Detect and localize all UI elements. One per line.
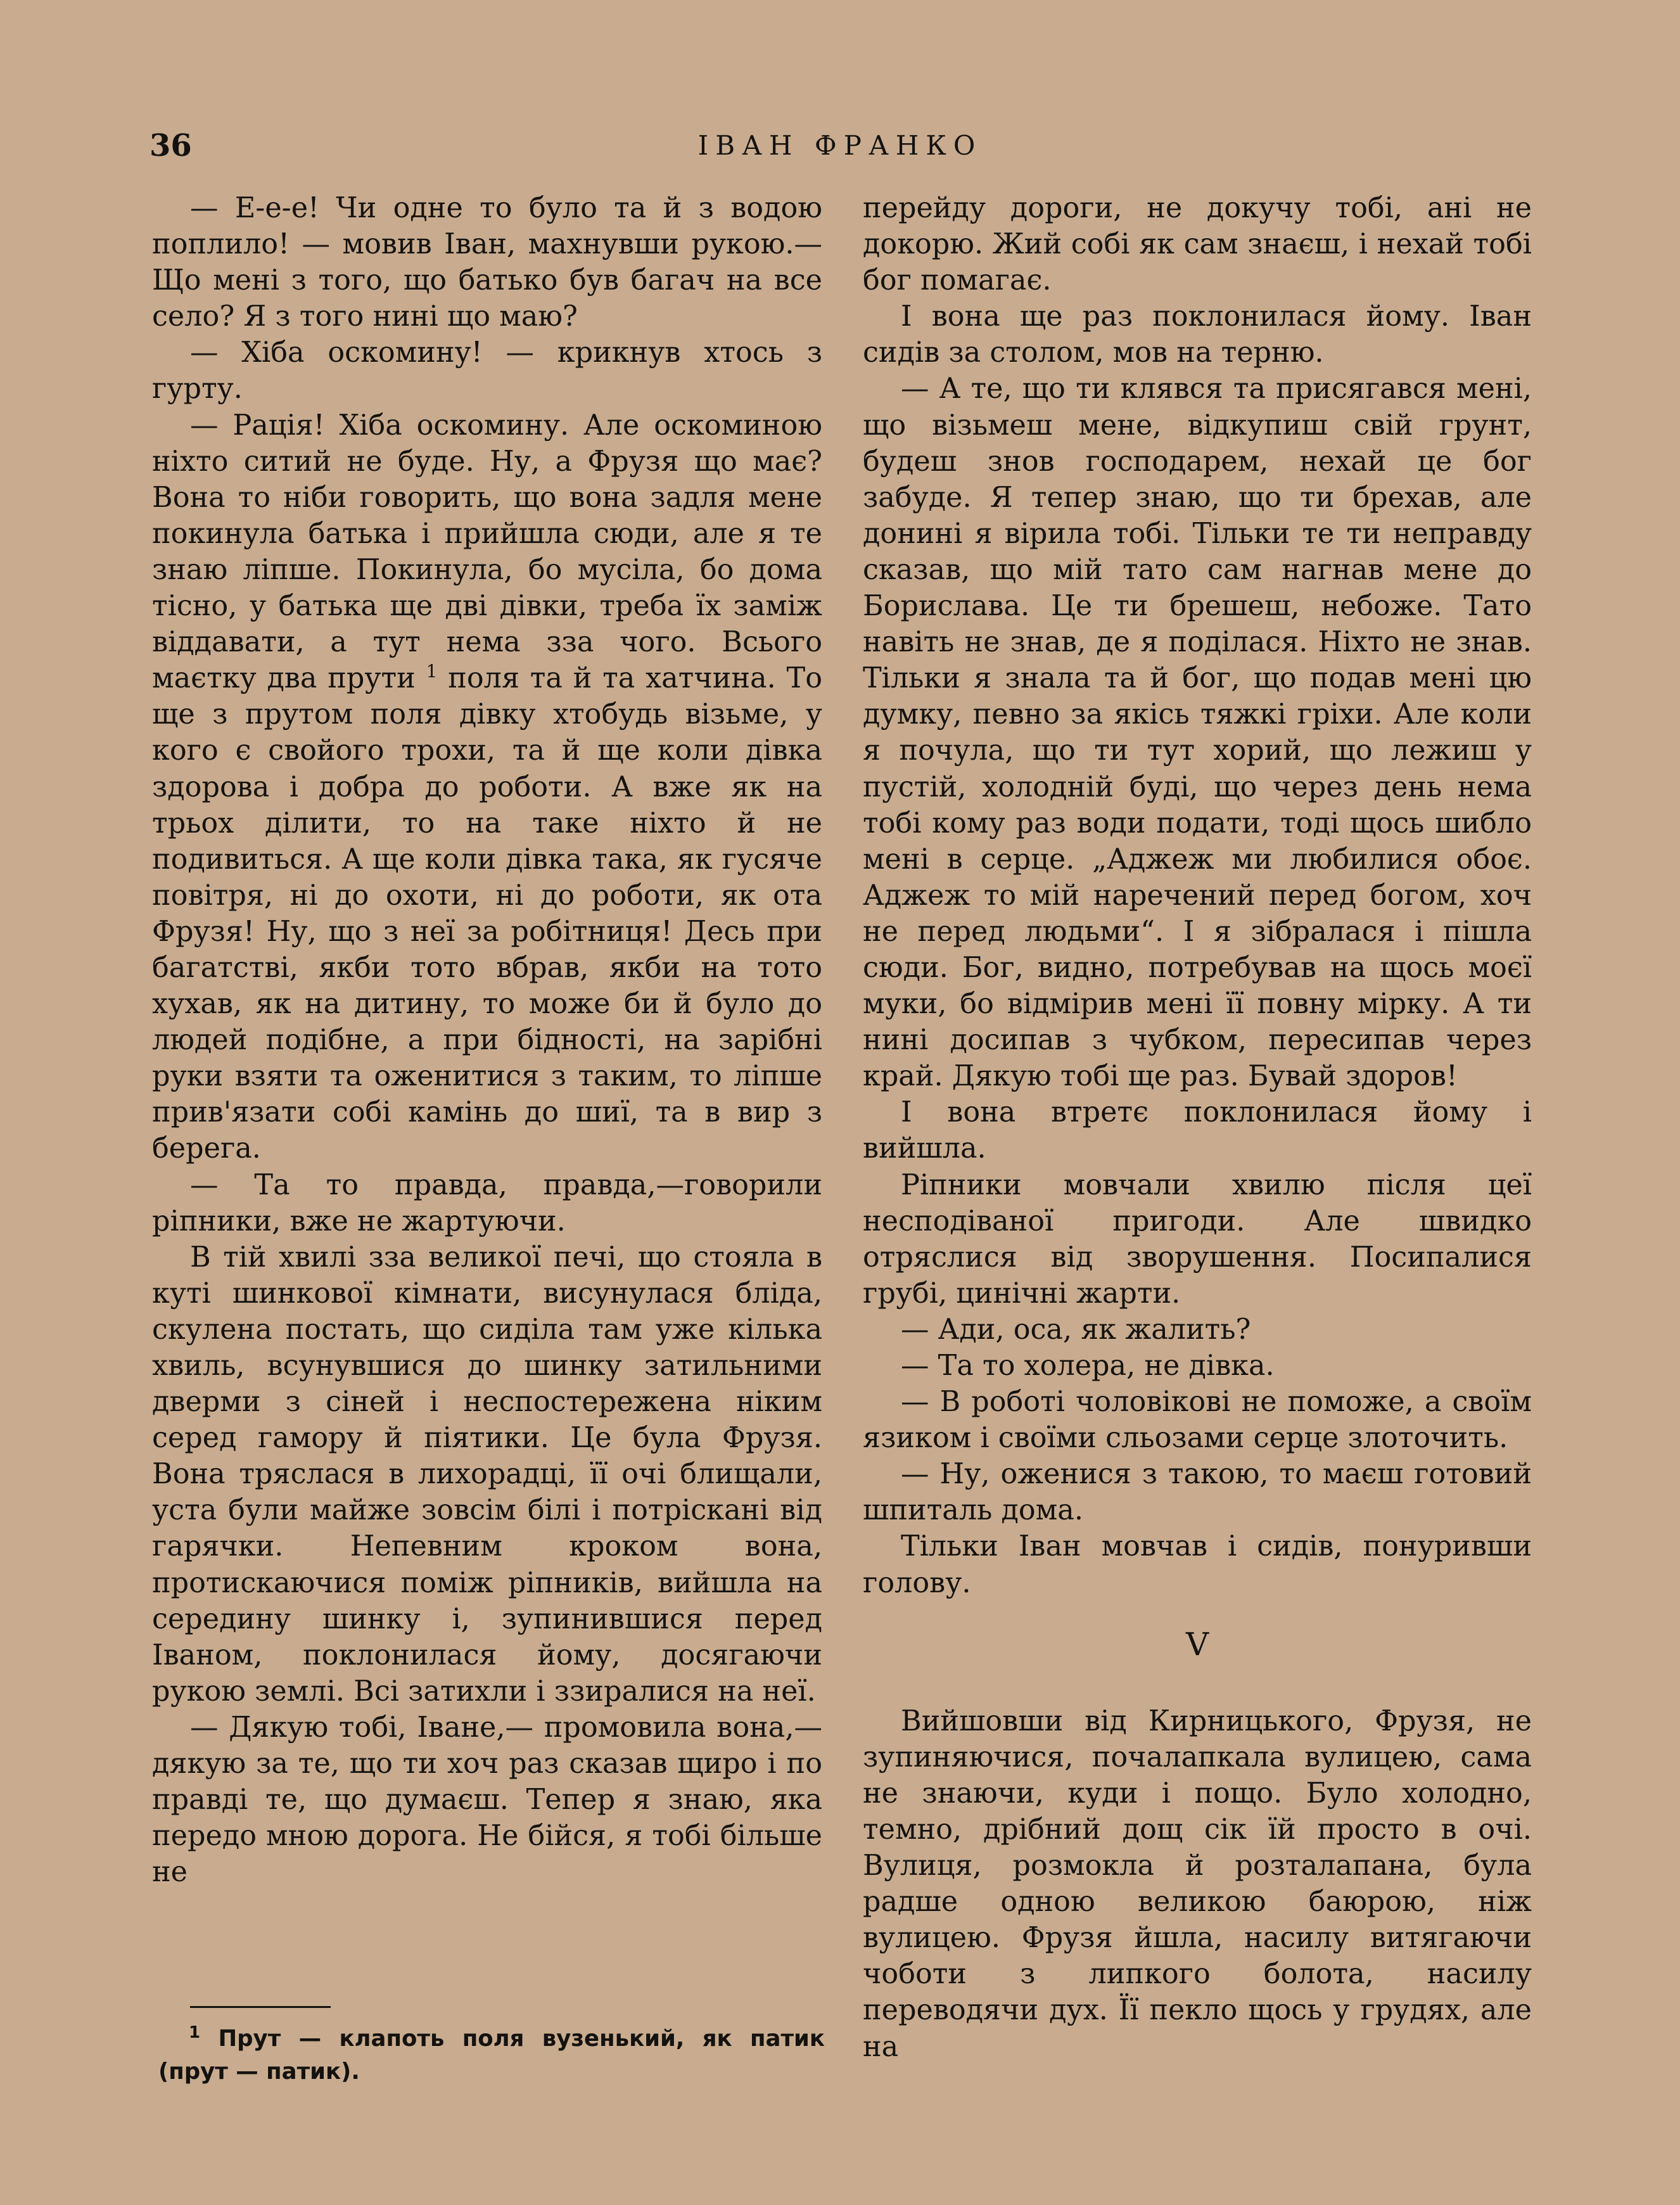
footnote-number: 1 — [189, 2023, 201, 2043]
paragraph-continued: перейду дороги, не докучу тобі, ані не докорю. Жий собі як сам знаєш, і нехай тобі бог помагає. — [863, 192, 1532, 297]
section-heading: V — [1185, 1625, 1209, 1663]
paragraph: — Ну, оженися з такою, то маєш готовий шпиталь дома. — [863, 1458, 1532, 1527]
page-number: 36 — [150, 128, 192, 163]
paragraph: — Та то правда, правда,—говорили ріпники, вже не жартуючи. — [152, 1168, 822, 1237]
paragraph: — Та то холера, не дівка. — [901, 1350, 1275, 1382]
paragraph-text: поля та й та хатчина. То ще з прутом поля дівку хтобудь візьме, у кого є свойого трохи, та й ще коли дівка здорова і добра до роботи. А вже як на трьох ділити, то на таке ніхто й не подивиться. А ще коли дівка така, як гусяче повітря, ні до охоти, ні до роботи, як ота Фрузя! Ну, що з неї за робітниця! Десь при багатстві, якби тото вбрав, якби на тото хухав, як на дитину, то може би й було до людей подібне, а при бідності, на зарібні руки взяти та оженитися з таким, то ліпше прив'язати собі камінь до шиї, та в вир з берега. — [152, 662, 822, 1165]
footnote-marker: 1 — [426, 661, 438, 682]
paragraph: Ріпники мовчали хвилю після цеї несподіваної пригоди. Але швидко отряслися від зворушення. Посипалися грубі, цинічні жарти. — [863, 1168, 1532, 1310]
footnote-rule — [190, 2006, 331, 2008]
running-head: ІВАН ФРАНКО — [697, 130, 983, 161]
paragraph: — Ади, оса, як жалить? — [901, 1313, 1251, 1346]
paragraph: — А те, що ти клявся та присягався мені, що візьмеш мене, відкупиш свій грунт, будеш знов господарем, нехай це бог забуде. Я тепер знаю, що ти брехав, але донині я вірила тобі. Тільки те ти неправду сказав, що мій тато сам нагнав мене до Борислава. Це ти брешеш, небоже. Тато навіть не знав, де я поділася. Ніхто не знав. Тільки я знала та й бог, що подав мені цю думку, певно за якісь тяжкі гріхи. Але коли я почула, що ти тут хорий, що лежиш у пустій, холодній буді, що через день нема тобі кому раз води подати, тоді щось шибло мені в серце. „Аджеж ми любилися обоє. Аджеж то мій наречений перед богом, хоч не перед людьми“. І я зібралася і пішла сюди. Бог, видно, потребував на щось моєї муки, бо відмірив мені її повну мірку. А ти нині досипав з чубком, пересипав через край. Дякую тобі ще раз. Бувай здоров! — [863, 373, 1532, 1093]
paragraph-text: — Рація! Хіба оскомину. Але оскоминою ніхто ситий не буде. Ну, а Фрузя що має? Вона то ніби говорить, що вона задля мене покинула батька і прийшла сюди, але я те знаю ліпше. Покинула, бо мусіла, бо дома тісно, у батька ще дві дівки, треба їх заміж віддавати, а тут нема зза чого. Всього маєтку два прути — [152, 409, 822, 695]
paragraph: І вона втретє поклонилася йому і вийшла. — [863, 1096, 1532, 1165]
paragraph: Вийшовши від Кирницького, Фрузя, не зупиняючися, почалапкала вулицею, сама не знаючи, куди і пощо. Було холодно, темно, дрібний дощ сік їй просто в очі. Вулиця, розмокла й розталапана, була радше одною великою баюрою, ніж вулицею. Фрузя йшла, насилу витягаючи чоботи з липкого болота, насилу переводячи дух. Її пекло щось у грудях, але на — [863, 1704, 1532, 2063]
paragraph: — Е-е-е! Чи одне то було та й з водою поплило! — мовив Іван, махнувши рукою.— Що мені з того, що батько був багач на все село? Я з того нині що маю? — [152, 192, 822, 333]
paragraph: — Хіба оскомину! — крикнув хтось з гурту. — [152, 336, 822, 406]
paragraph — [152, 407, 822, 1167]
paragraph: В тій хвилі зза великої печі, що стояла в куті шинкової кімнати, висунулася бліда, скулена постать, що сиділа там уже кілька хвиль, всунувшися до шинку затильними дверми з сіней і неспостережена ніким серед гамору й піятики. Це була Фрузя. Вона тряслася в лихорадці, її очі блищали, уста були майже зовсім білі і потріскані від гарячки. Непевним кроком вона, протискаючися поміж ріпників, вийшла на середину шинку і, зупинившися перед Іваном, поклонилася йому, досягаючи рукою землі. Всі затихли і ззиралися на неї. — [152, 1241, 822, 1708]
paragraph: — В роботі чоловікові не поможе, а своїм язиком і своїми сльозами серце злоточить. — [863, 1386, 1532, 1455]
paragraph: — Дякую тобі, Іване,— промовила вона,— дякую за те, що ти хоч раз сказав щиро і по правді те, що думаєш. Тепер я знаю, яка передо мною дорога. Не бійся, я тобі більше не — [152, 1711, 822, 1889]
paragraph: Тільки Іван мовчав і сидів, понуривши голову. — [863, 1530, 1532, 1599]
right-column — [863, 190, 1532, 2065]
left-column — [152, 190, 822, 1890]
footnote — [158, 2023, 825, 2088]
footnote-text: Прут — клапоть поля вузенький, як патик (прут — патик). — [158, 2026, 825, 2085]
paragraph: І вона ще раз поклонилася йому. Іван сидів за столом, мов на терню. — [863, 300, 1532, 369]
